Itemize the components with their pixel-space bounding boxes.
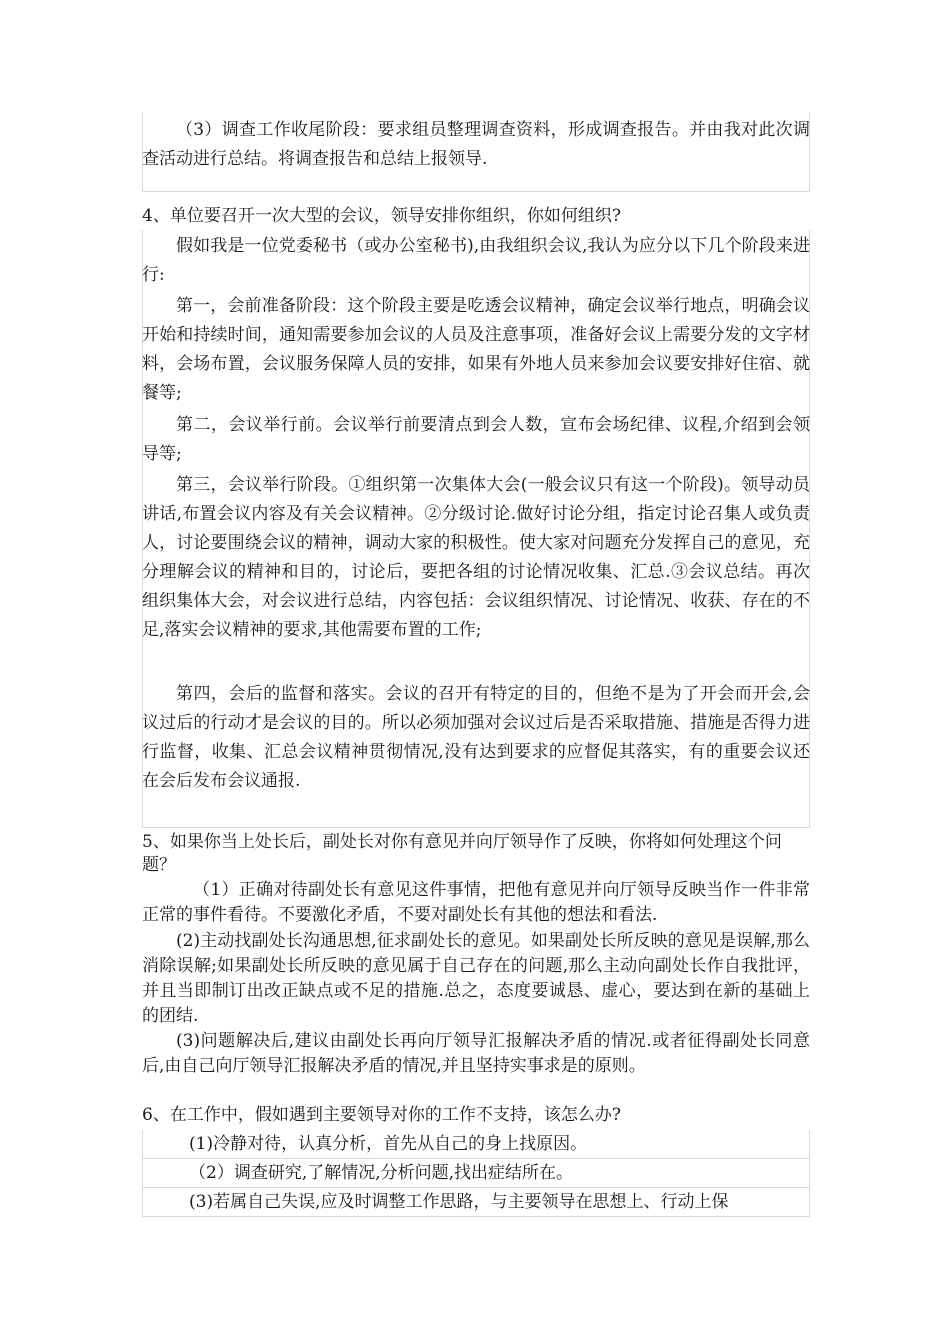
q4-intro: 假如我是一位党委秘书（或办公室秘书),由我组织会议,我认为应分以下几个阶段来进行: <box>142 236 810 285</box>
q5-point2: (2)主动找副处长沟通思想,征求副处长的意见。如果副处长所反映的意见是误解,那么消除误解;如果副处长所反映的意见属于自己存在的问题,那么主动向副处长作自我批评，并且当即制订出改正缺点或不足的措施.总之，态度要诚恳、虚心，要达到在新的基础上的团结. <box>142 931 810 1026</box>
question-6-title: 6、在工作中，假如遇到主要领导对你的工作不支持，该怎么办? <box>142 1105 621 1125</box>
q4-stage2: 第二，会议举行前。会议举行前要清点到会人数，宣布会场纪律、议程,介绍到会领导等; <box>142 415 810 464</box>
q4-stage4: 第四，会后的监督和落实。会议的召开有特定的目的，但绝不是为了开会而开会,会议过后的行动才是会议的目的。所以必须加强对会议过后是否采取措施、措施是否得力进行监督，收集、汇总会议精神贯彻情况,没有达到要求的应督促其落实，有的重要会议还在会后发布会议通报. <box>142 684 810 791</box>
question-4-title: 4、单位要召开一次大型的会议，领导安排你组织，你如何组织? <box>142 206 621 226</box>
paragraph-survey-closing: （3）调查工作收尾阶段：要求组员整理调查资料，形成调查报告。并由我对此次调查活动进行总结。将调查报告和总结上报领导. <box>142 120 810 169</box>
q6-row-1 <box>142 1130 810 1159</box>
q5-point3: (3)问题解决后,建议由副处长再向厅领导汇报解决矛盾的情况.或者征得副处长同意后,由自己向厅领导汇报解决矛盾的情况,并且坚持实事求是的原则。 <box>142 1031 810 1076</box>
question-5-title: 5、如果你当上处长后，副处长对你有意见并向厅领导作了反映，你将如何处理这个问题？ <box>142 832 782 875</box>
q5-point1: （1）正确对待副处长有意见这件事情，把他有意见并向厅领导反映当作一件非常正常的事件看待。不要激化矛盾，不要对副处长有其他的想法和看法. <box>142 880 810 925</box>
q6-row-2 <box>142 1159 810 1188</box>
q4-stage3: 第三，会议举行阶段。①组织第一次集体大会(一般会议只有这一个阶段)。领导动员讲话,布置会议内容及有关会议精神。②分级讨论.做好讨论分组，指定讨论召集人或负责人，讨论要围绕会议的精神，调动大家的积极性。使大家对问题充分发挥自己的意见，充分理解会议的精神和目的，讨论后，要把各组的讨论情况收集、汇总.③会议总结。再次组织集体大会，对会议进行总结，内容包括：会议组织情况、讨论情况、收获、存在的不足,落实会议精神的要求,其他需要布置的工作; <box>142 475 810 640</box>
q6-row-3 <box>142 1188 810 1217</box>
q6-row-3-text: (3)若属自己失误,应及时调整工作思路，与主要领导在思想上、行动上保 <box>189 1192 729 1212</box>
q6-row-1-text: (1)冷静对待，认真分析，首先从自己的身上找原因。 <box>189 1134 588 1154</box>
q6-row-2-text: （2）调查研究,了解情况,分析问题,找出症结所在。 <box>189 1163 574 1183</box>
q4-stage1: 第一，会前准备阶段：这个阶段主要是吃透会议精神，确定会议举行地点，明确会议开始和持续时间，通知需要参加会议的人员及注意事项，准备好会议上需要分发的文字材料，会场布置，会议服务保障人员的安排，如果有外地人员来参加会议要安排好住宿、就餐等; <box>142 296 810 403</box>
